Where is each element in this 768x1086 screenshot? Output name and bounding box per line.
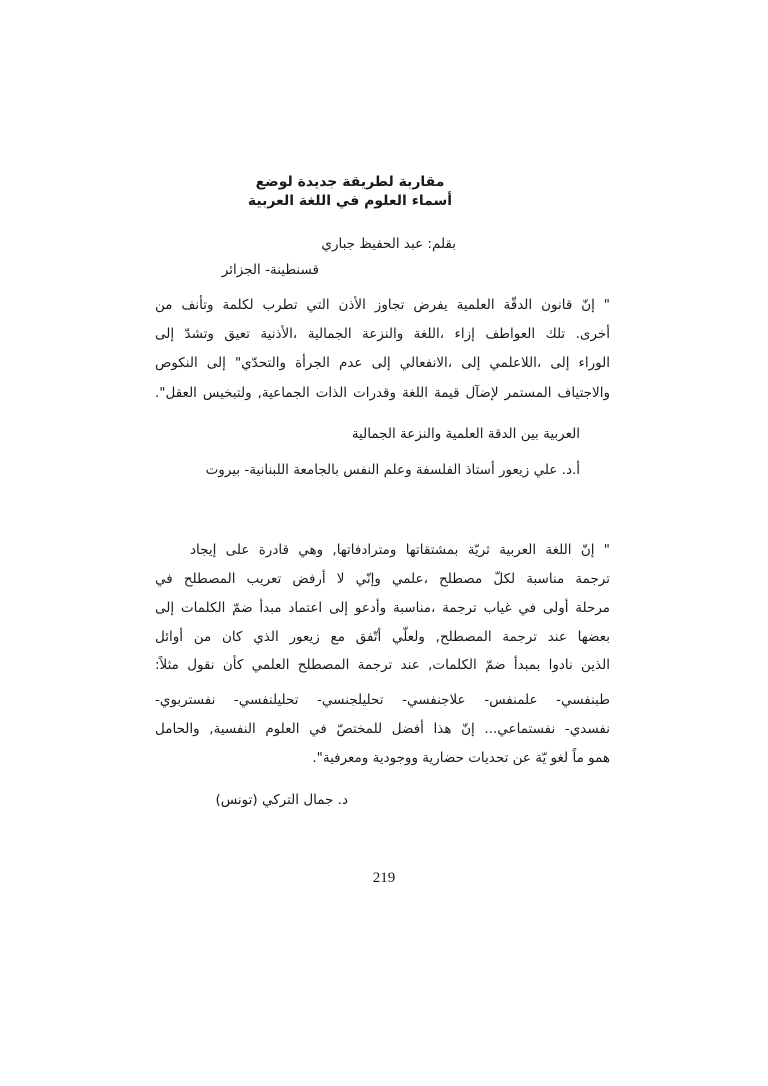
quote2-line-1: " إنّ اللغة العربية ثريّة بمشتقاتها ومترادفاتها, وهي قادرة على إيجاد [190, 542, 610, 558]
quote2-line-8: همو ماً لغو يّة عن تحديات حضارية ووجودية ومعرفية". [312, 750, 610, 766]
quote1-line-4: والاجتياف المستمر لإضآل قيمة اللغة وقدرات الذات الجماعية, ولتبخيس العقل". [155, 385, 610, 401]
quote2-line-4: بعضها عند ترجمة المصطلح, ولعلّي أتّفق مع زيعور الذي كان من أوائل [155, 629, 610, 645]
author-location: قسنطينة- الجزائر [221, 262, 319, 278]
quote1-source-author: أ.د. علي زيعور أستاذ الفلسفة وعلم النفس بالجامعة اللبنانية- بيروت [205, 462, 580, 478]
article-title-line-1: مقاربة لطريقة جديدة لوضع [255, 174, 445, 190]
quote2-source-author: د. جمال التركي (تونس) [215, 792, 348, 808]
quote2-line-6: طبنفسي- علمنفس- علاجنفسي- تحليلجنسي- تحليلنفسي- نفستربوي- [155, 692, 610, 708]
quote1-line-3: الوراء إلى ،اللاعلمي إلى ،الانفعالي إلى عدم الجرأة والتحدّي" إلى النكوص [155, 355, 610, 371]
quote2-line-5: الذين نادوا بمبدأ ضمّ الكلمات, عند ترجمة المصطلح العلمي كأن نقول مثلاً: [155, 657, 610, 673]
author-name: بقلم: عبد الحفيظ جباري [321, 236, 456, 252]
quote1-line-2: أخرى. تلك العواطف إزاء ،اللغة والنزعة الجمالية ،الأذنية تعيق وتشدّ إلى [155, 326, 610, 342]
quote2-line-7: نفسدي- نفستماعي... إنّ هذا أفضل للمختصّ في العلوم النفسية, والحامل [155, 721, 610, 737]
quote1-source-title: العربية بين الدقة العلمية والنزعة الجمالية [351, 426, 580, 442]
page-number: 219 [372, 870, 396, 886]
quote2-line-3: مرحلة أولى في غياب ترجمة ،مناسبة وأدعو إلى اعتماد مبدأ ضمّ الكلمات إلى [155, 600, 610, 616]
article-title-line-2: أسماء العلوم في اللغة العربية [247, 193, 453, 209]
quote2-line-2: ترجمة مناسبة لكلّ مصطلح ،علمي وإنّي لا أرفض تعريب المصطلح في [155, 571, 610, 587]
quote1-line-1: " إنّ قانون الدقّة العلمية يفرض تجاوز الأذن التي تطرب لكلمة وتأنف من [155, 297, 610, 313]
